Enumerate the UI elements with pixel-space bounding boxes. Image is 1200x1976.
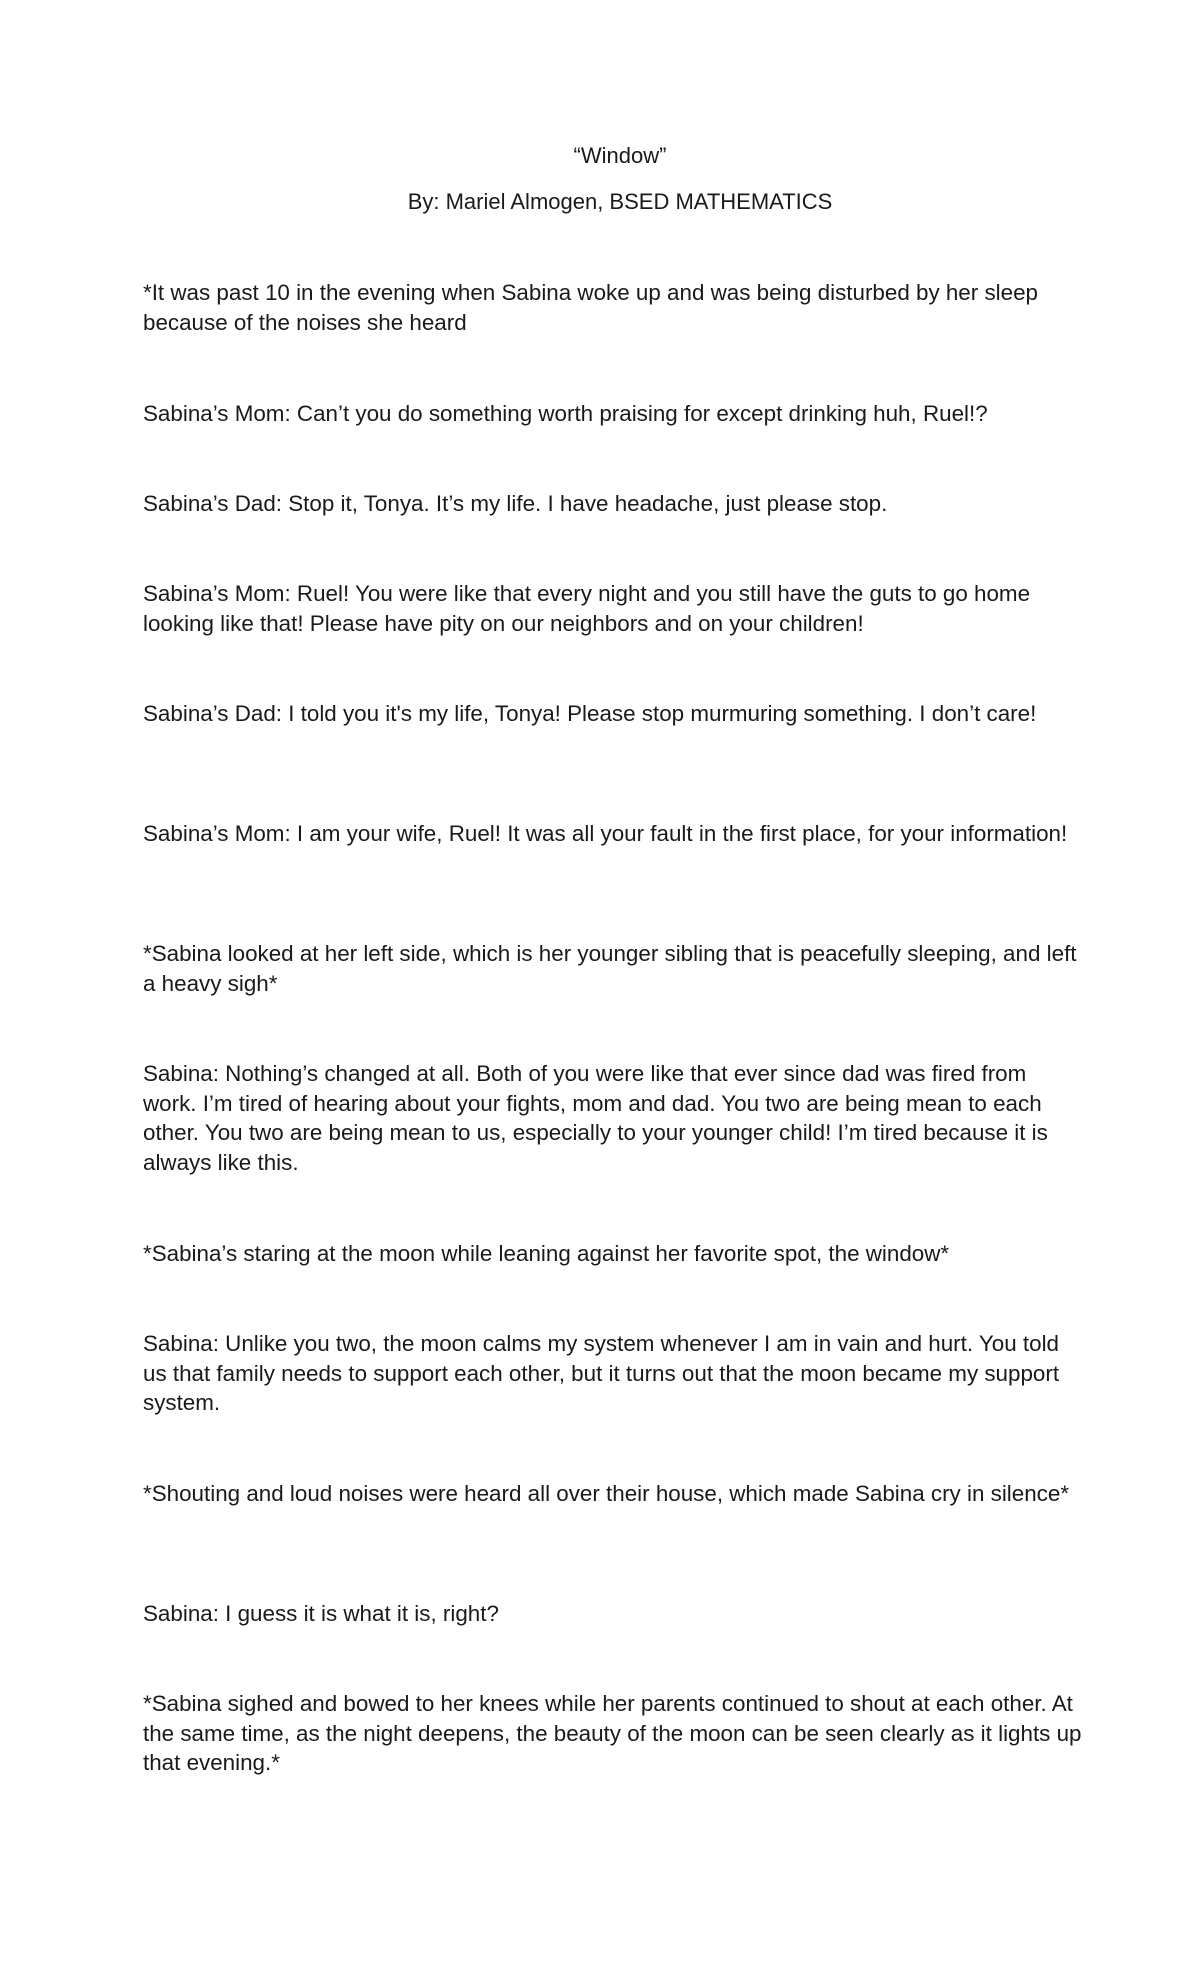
paragraph: Sabina’s Dad: Stop it, Tonya. It’s my life. I have headache, just please stop. bbox=[143, 491, 888, 516]
paragraph: *Sabina sighed and bowed to her knees while her parents continued to shout at each other. At the same time, as the night deepens, the beauty of the moon can be seen clearly as it lights up that evening.* bbox=[143, 1691, 1082, 1775]
paragraph: *Sabina looked at her left side, which is her younger sibling that is peacefully sleeping, and left a heavy sigh* bbox=[143, 941, 1077, 996]
paragraph: Sabina’s Mom: Ruel! You were like that every night and you still have the guts to go home looking like that! Please have pity on our neighbors and on your children! bbox=[143, 581, 1031, 636]
paragraph: Sabina’s Mom: Can’t you do something worth praising for except drinking huh, Ruel!? bbox=[143, 401, 988, 426]
paragraph: Sabina: Nothing’s changed at all. Both of you were like that ever since dad was fired from work. I’m tired of hearing about your fights, mom and dad. You two are being mean to each other. You two are being mean to us, especially to your younger child! I’m tired because it is always like this. bbox=[143, 1061, 1048, 1175]
paragraph: Sabina’s Dad: I told you it's my life, Tonya! Please stop murmuring something. I don’t care! bbox=[143, 701, 1037, 726]
paragraph: *It was past 10 in the evening when Sabina woke up and was being disturbed by her sleep because of the noises she heard bbox=[143, 280, 1038, 335]
paragraph: Sabina: I guess it is what it is, right? bbox=[143, 1601, 499, 1626]
paragraph: *Sabina’s staring at the moon while leaning against her favorite spot, the window* bbox=[143, 1241, 950, 1266]
document-byline: By: Mariel Almogen, BSED MATHEMATICS bbox=[407, 189, 833, 214]
paragraph: *Shouting and loud noises were heard all over their house, which made Sabina cry in silence* bbox=[143, 1481, 1070, 1506]
document-title: “Window” bbox=[573, 143, 667, 168]
paragraph: Sabina: Unlike you two, the moon calms my system whenever I am in vain and hurt. You told us that family needs to support each other, but it turns out that the moon became my support system. bbox=[143, 1331, 1060, 1415]
paragraph: Sabina’s Mom: I am your wife, Ruel! It was all your fault in the first place, for your information! bbox=[143, 821, 1068, 846]
